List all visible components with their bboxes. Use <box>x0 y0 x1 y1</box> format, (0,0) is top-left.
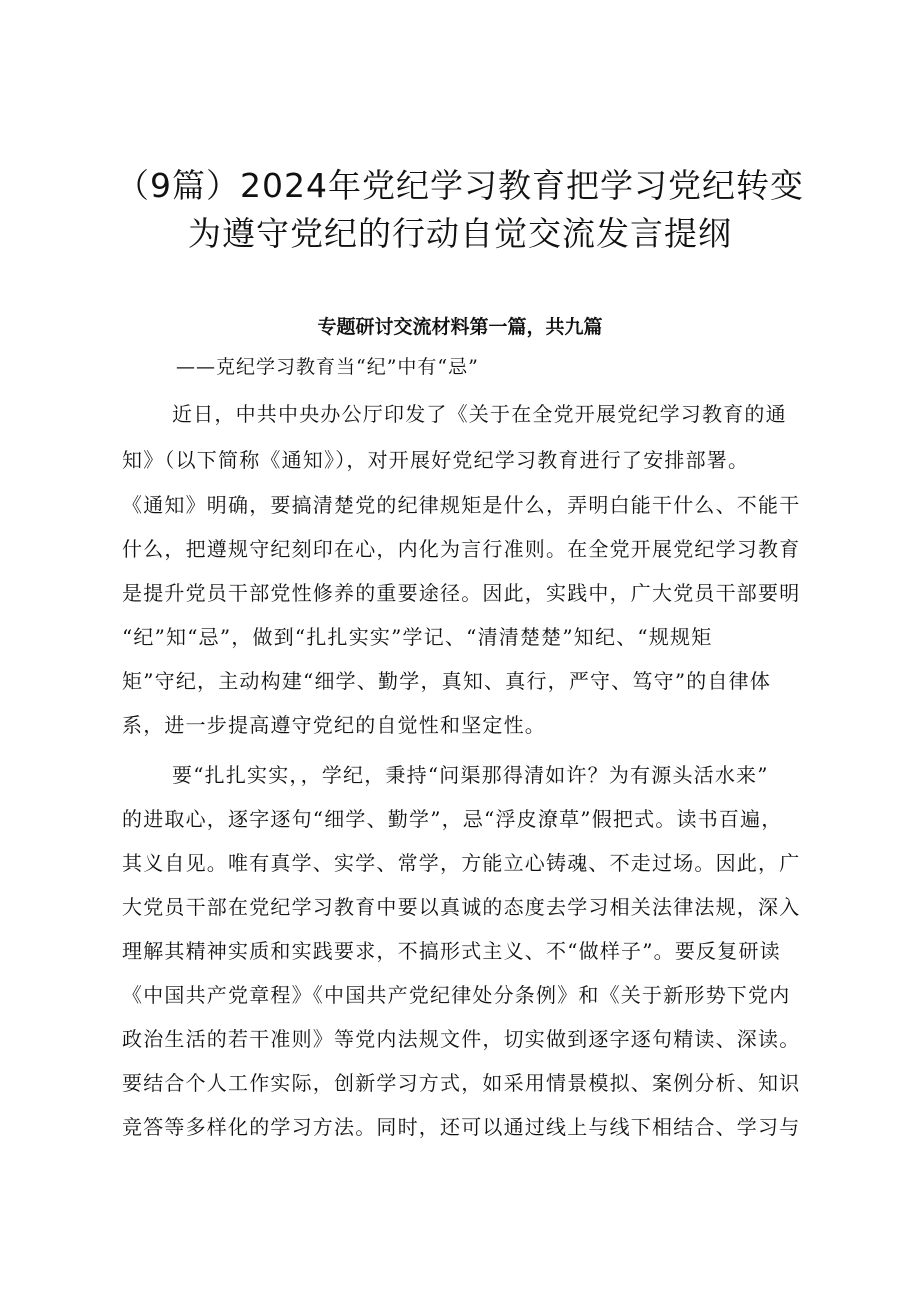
paragraph-2-line: 的进取心，逐字逐句“细学、勤学”，忌“浮皮潦草”假把式。读书百遍， <box>122 807 783 831</box>
paragraph-1-line: 什么，把遵规守纪刻印在心，内化为言行准则。在全党开展党纪学习教育 <box>122 537 801 561</box>
paragraph-2-line: 政治生活的若干准则》等党内法规文件，切实做到逐字逐句精读、深读。 <box>122 1027 801 1051</box>
document-title-line-1: （9篇）2024年党纪学习教育把学习党纪转变 <box>116 166 804 205</box>
paragraph-1-line: “纪”知“忌”，做到“扎扎实实”学记、“清清楚楚”知纪、“规规矩 <box>122 625 713 649</box>
paragraph-2-line: 要“扎扎实实，，学纪，秉持“问渠那得清如许？为有源头活水来” <box>172 763 769 787</box>
section-subtitle: 专题研讨交流材料第一篇，共九篇 <box>317 316 603 338</box>
paragraph-1-line: 《通知》明确，要搞清楚党的纪律规矩是什么，弄明白能干什么、不能干 <box>122 493 801 517</box>
paragraph-1-line: 近日，中共中央办公厅印发了《关于在全党开展党纪学习教育的通 <box>172 402 787 426</box>
paragraph-2-line: 《中国共产党章程》《中国共产党纪律处分条例》和《关于新形势下党内 <box>122 983 791 1007</box>
paragraph-1-line: 矩”守纪，主动构建“细学、勤学，真知、真行，严守、笃守”的自律体 <box>122 669 772 693</box>
paragraph-2-line: 其义自见。唯有真学、实学、常学，方能立心铸魂、不走过场。因此，广 <box>122 851 801 875</box>
document-title-line-2: 为遵守党纪的行动自觉交流发言提纲 <box>188 214 732 253</box>
paragraph-2-line: 大党员干部在党纪学习教育中要以真诚的态度去学习相关法律法规，深入 <box>122 895 801 919</box>
paragraph-2-line: 要结合个人工作实际，创新学习方式，如采用情景模拟、案例分析、知识 <box>122 1071 801 1095</box>
paragraph-1-line: 系，进一步提高遵守党纪的自觉性和坚定性。 <box>122 713 546 737</box>
section-tagline: ——克纪学习教育当“纪”中有“忌” <box>176 356 479 378</box>
paragraph-2-line: 竞答等多样化的学习方法。同时，还可以通过线上与线下相结合、学习与 <box>122 1115 801 1139</box>
paragraph-2-line: 理解其精神实质和实践要求，不搞形式主义、不“做样子”。要反复研读 <box>122 939 781 963</box>
paragraph-1-line: 是提升党员干部党性修养的重要途径。因此，实践中，广大党员干部要明 <box>122 581 801 605</box>
paragraph-1-line: 知》（以下简称《通知》），对开展好党纪学习教育进行了安排部署。 <box>122 448 750 472</box>
